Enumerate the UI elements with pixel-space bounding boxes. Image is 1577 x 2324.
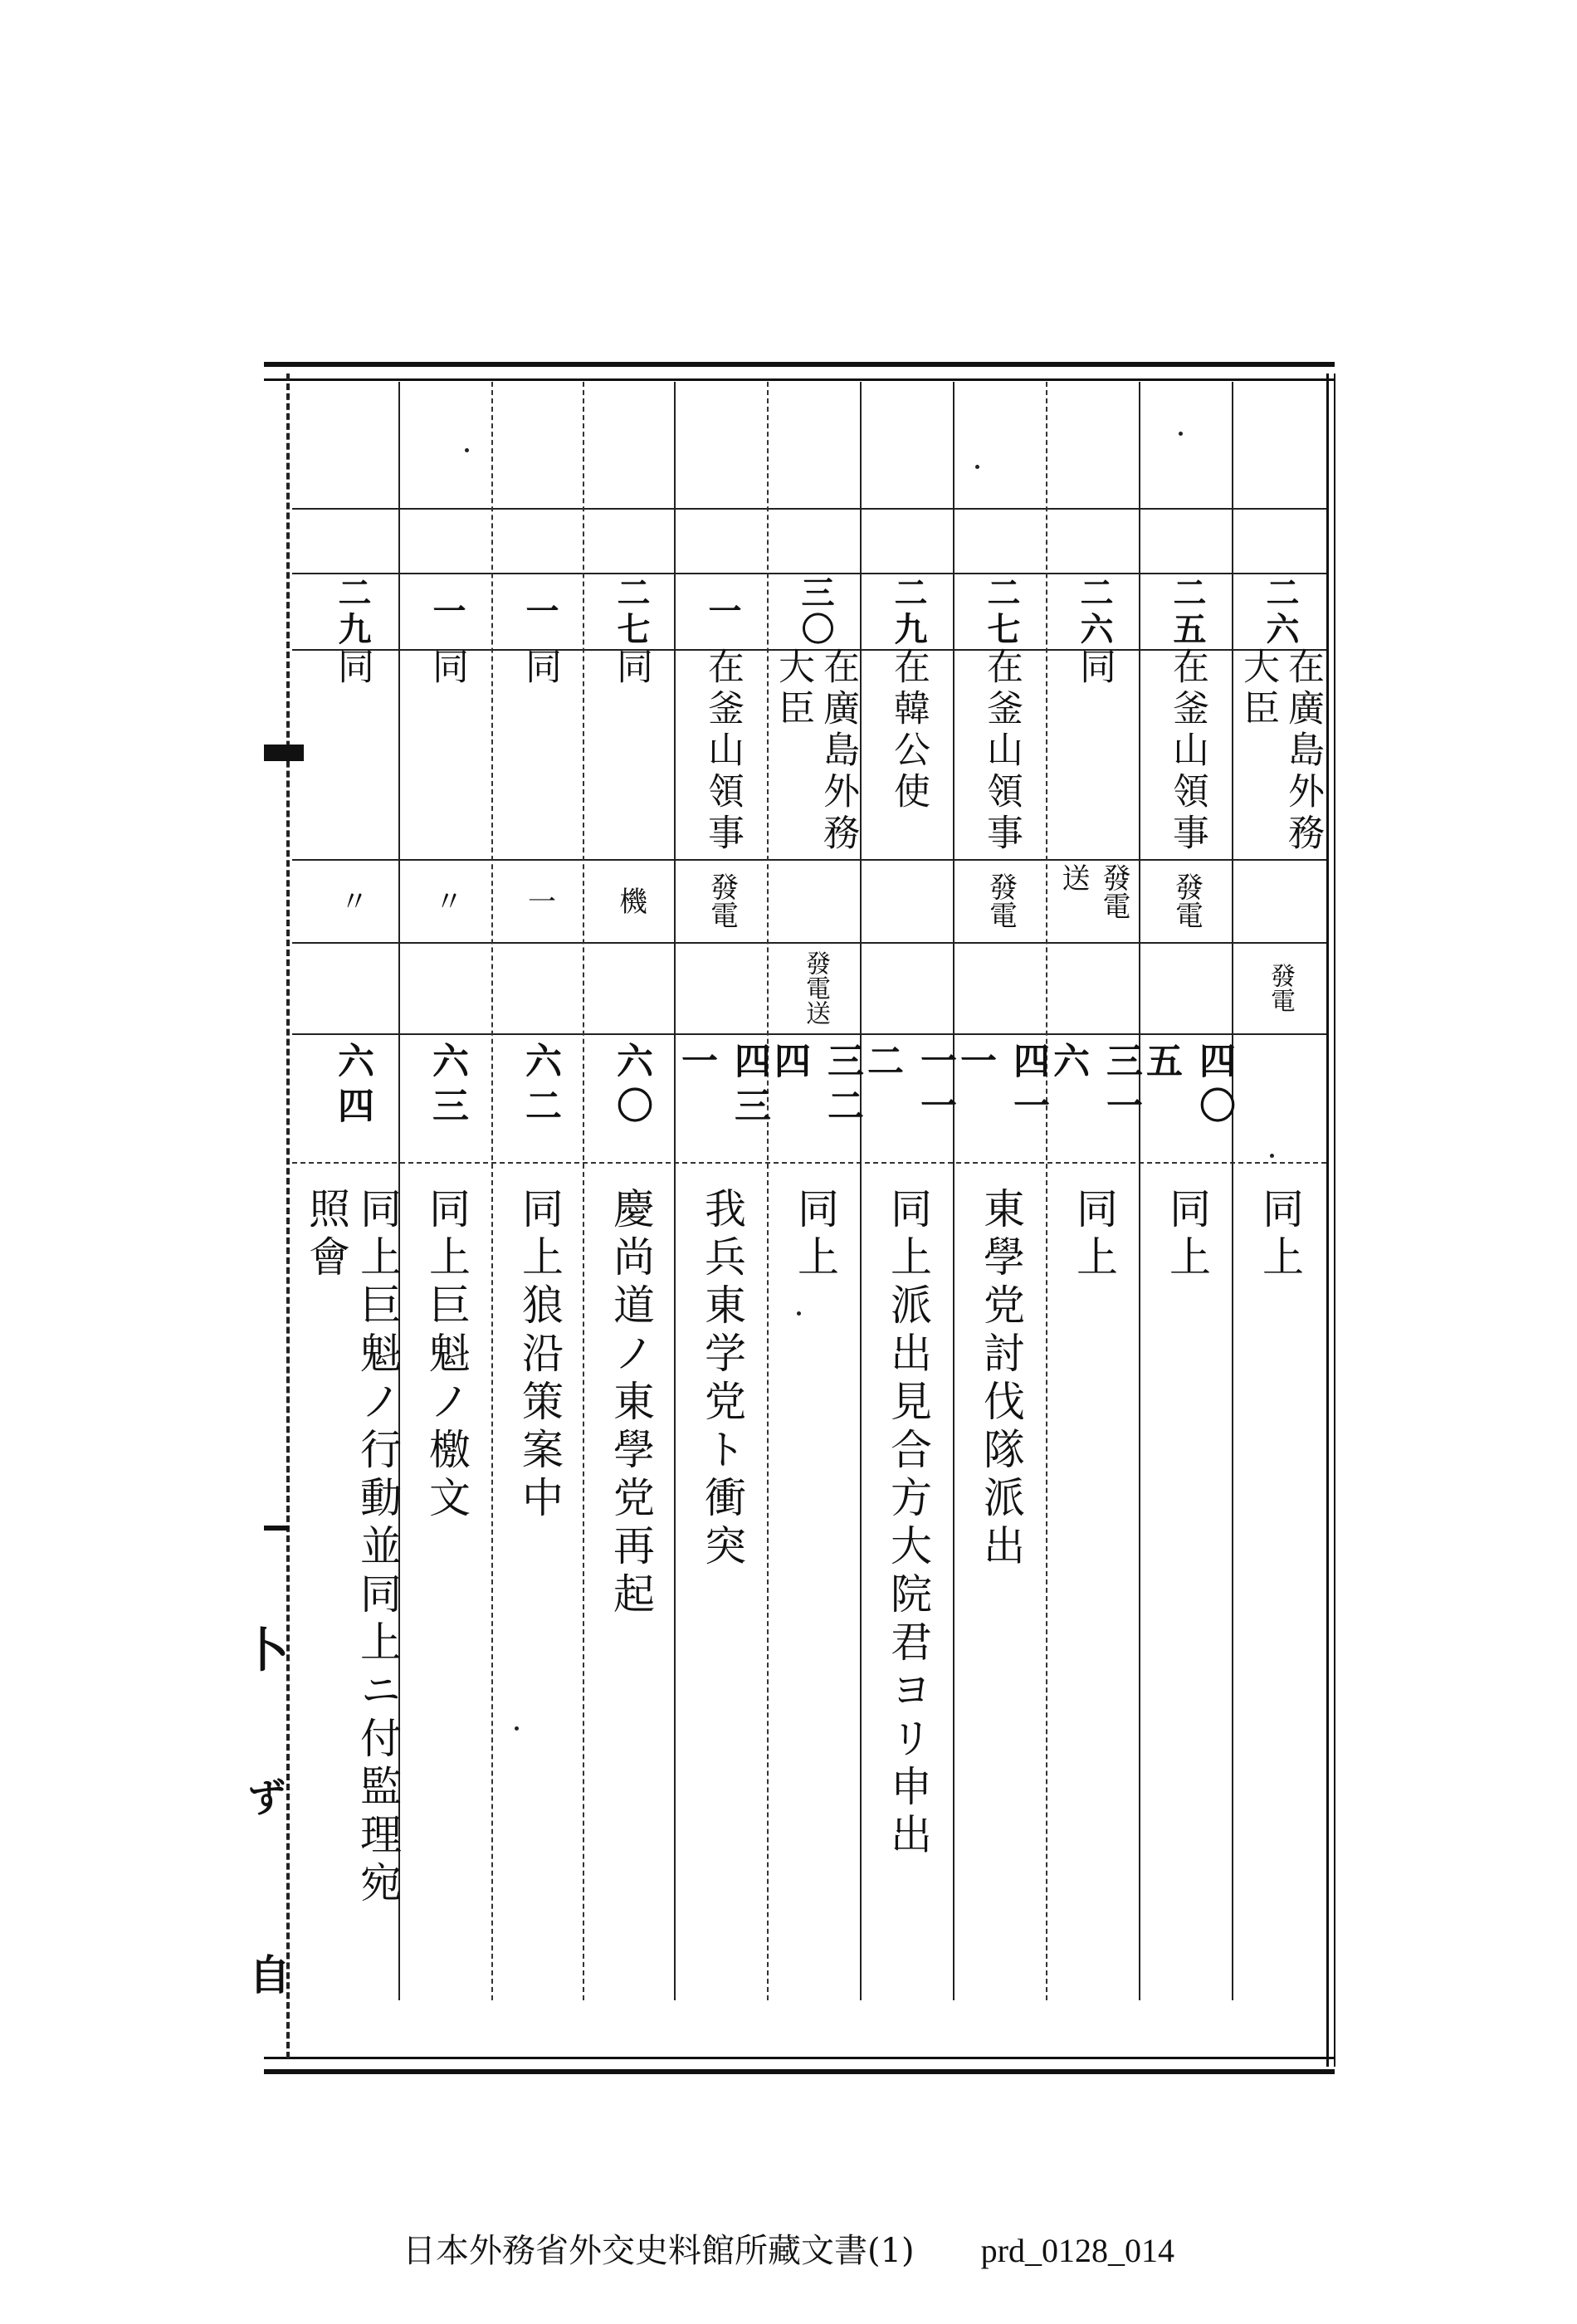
subject-cell: 同上派出見合方大院君ヨリ申出 xyxy=(884,1187,932,1861)
kind2-cell xyxy=(1145,946,1228,1029)
kind-cell: 〃 xyxy=(429,886,463,915)
docno-cell: 六三 xyxy=(426,1042,468,1131)
column-divider xyxy=(1232,382,1233,2000)
day-cell: 一 xyxy=(520,593,559,630)
row-divider xyxy=(292,508,1326,510)
kind-cell xyxy=(867,863,950,938)
kind-cell xyxy=(774,863,857,938)
day-cell: 一 xyxy=(703,593,742,630)
left-frame xyxy=(286,374,290,2058)
kind2-cell xyxy=(867,946,950,1029)
day-cell: 二七 xyxy=(982,575,1021,648)
day-cell: 二六 xyxy=(1075,575,1114,648)
page-footer xyxy=(0,2224,1577,2272)
spine-mark xyxy=(264,745,304,761)
kind2-cell: 發電 xyxy=(1266,963,1295,1013)
origin-cell: 在廣島外務大臣 xyxy=(1237,647,1324,855)
kind-cell: 一 xyxy=(522,886,556,915)
subject-cell: 同上 xyxy=(1070,1187,1118,1283)
column-divider xyxy=(674,382,676,2000)
subject-cell: 同上 xyxy=(1256,1187,1304,1283)
kind-cell: 機 xyxy=(613,886,647,915)
column-divider xyxy=(953,382,954,2000)
subject-cell: 慶尚道ノ東學党再起 xyxy=(607,1187,655,1620)
docno-cell: 四〇五 xyxy=(1140,1042,1235,1131)
column-divider xyxy=(491,382,493,2000)
kind-cell: 發電 xyxy=(1169,872,1204,929)
subject-cell: 同上巨魁ノ檄文 xyxy=(422,1187,471,1524)
spine-mark xyxy=(264,1526,289,1531)
ink-speck xyxy=(797,1311,801,1316)
kind-cell: 發電 xyxy=(984,872,1018,929)
origin-cell: 同 xyxy=(331,647,374,689)
collection-title: 日本外務省外交史料館所藏文書(1) xyxy=(403,2232,915,2270)
day-cell: 二六 xyxy=(1261,575,1300,648)
kind2-cell xyxy=(589,946,672,1029)
origin-cell: 在釜山領事 xyxy=(1166,647,1208,855)
subject-cell: 同上 xyxy=(1163,1187,1211,1283)
day-cell: 二九 xyxy=(889,575,928,648)
docno-cell: 六二 xyxy=(519,1042,561,1131)
row-divider xyxy=(292,859,1326,861)
origin-cell: 在韓公使 xyxy=(887,647,930,813)
margin-mark: ず xyxy=(247,1775,286,1820)
day-cell: 二九 xyxy=(333,575,372,648)
kind-cell: 發電 xyxy=(705,872,739,929)
origin-cell: 在廣島外務大臣 xyxy=(772,647,859,855)
kind-cell xyxy=(1238,863,1321,938)
day-cell: 一 xyxy=(427,593,466,630)
row-divider xyxy=(292,942,1326,944)
ink-speck xyxy=(465,448,469,452)
ink-speck xyxy=(1179,432,1183,436)
docno-cell: 一一二 xyxy=(861,1042,956,1131)
column-divider xyxy=(767,382,769,2000)
top-rule xyxy=(264,362,1335,381)
docno-cell: 六〇 xyxy=(610,1042,652,1131)
right-frame xyxy=(1326,374,1335,2067)
docno-cell: 四一一 xyxy=(954,1042,1049,1131)
ink-speck xyxy=(1270,1154,1274,1158)
subject-cell: 東學党討伐隊派出 xyxy=(977,1187,1025,1572)
day-cell: 二七 xyxy=(612,575,651,648)
row-divider xyxy=(292,1033,1326,1035)
subject-cell: 同上 xyxy=(791,1187,839,1283)
origin-cell: 同 xyxy=(1073,647,1116,689)
column-divider xyxy=(583,382,584,2000)
origin-cell: 在釜山領事 xyxy=(980,647,1023,855)
docno-cell: 三二四 xyxy=(768,1042,863,1131)
margin-mark: 自 xyxy=(249,1950,290,1999)
kind-cell: 發電送 xyxy=(1057,863,1130,920)
ink-speck xyxy=(515,1726,519,1731)
page-id: prd_0128_014 xyxy=(980,2232,1174,2269)
subject-cell: 我兵東学党ト衝突 xyxy=(698,1187,746,1572)
margin-mark: 卜 xyxy=(242,1623,289,1678)
column-divider xyxy=(860,382,862,2000)
origin-cell: 同 xyxy=(426,647,468,689)
column-divider xyxy=(1046,382,1047,2000)
kind2-cell xyxy=(959,946,1042,1029)
kind2-cell: 發電送 xyxy=(801,950,830,1025)
kind-cell: 〃 xyxy=(334,886,369,915)
kind2-cell xyxy=(681,946,764,1029)
day-cell: 三〇 xyxy=(796,575,835,648)
kind2-cell xyxy=(498,946,581,1029)
subject-cell: 同上巨魁ノ行動並同上ニ付監理宛照會 xyxy=(302,1187,402,1909)
kind2-cell xyxy=(405,946,488,1029)
row-divider xyxy=(292,1162,1326,1164)
origin-cell: 在釜山領事 xyxy=(701,647,744,855)
day-cell: 二五 xyxy=(1168,575,1207,648)
kind2-cell xyxy=(1052,946,1135,1029)
docno-cell xyxy=(1238,1042,1321,1158)
bottom-rule xyxy=(264,2057,1335,2074)
kind2-cell xyxy=(310,946,393,1029)
subject-cell: 同上狼沿策案中 xyxy=(515,1187,564,1524)
docno-cell: 四三一 xyxy=(675,1042,770,1131)
docno-cell: 三一六 xyxy=(1047,1042,1142,1131)
column-divider xyxy=(1139,382,1140,2000)
origin-cell: 同 xyxy=(519,647,561,689)
origin-cell: 同 xyxy=(610,647,652,689)
docno-cell: 六四 xyxy=(331,1042,374,1131)
ink-speck xyxy=(975,465,979,469)
